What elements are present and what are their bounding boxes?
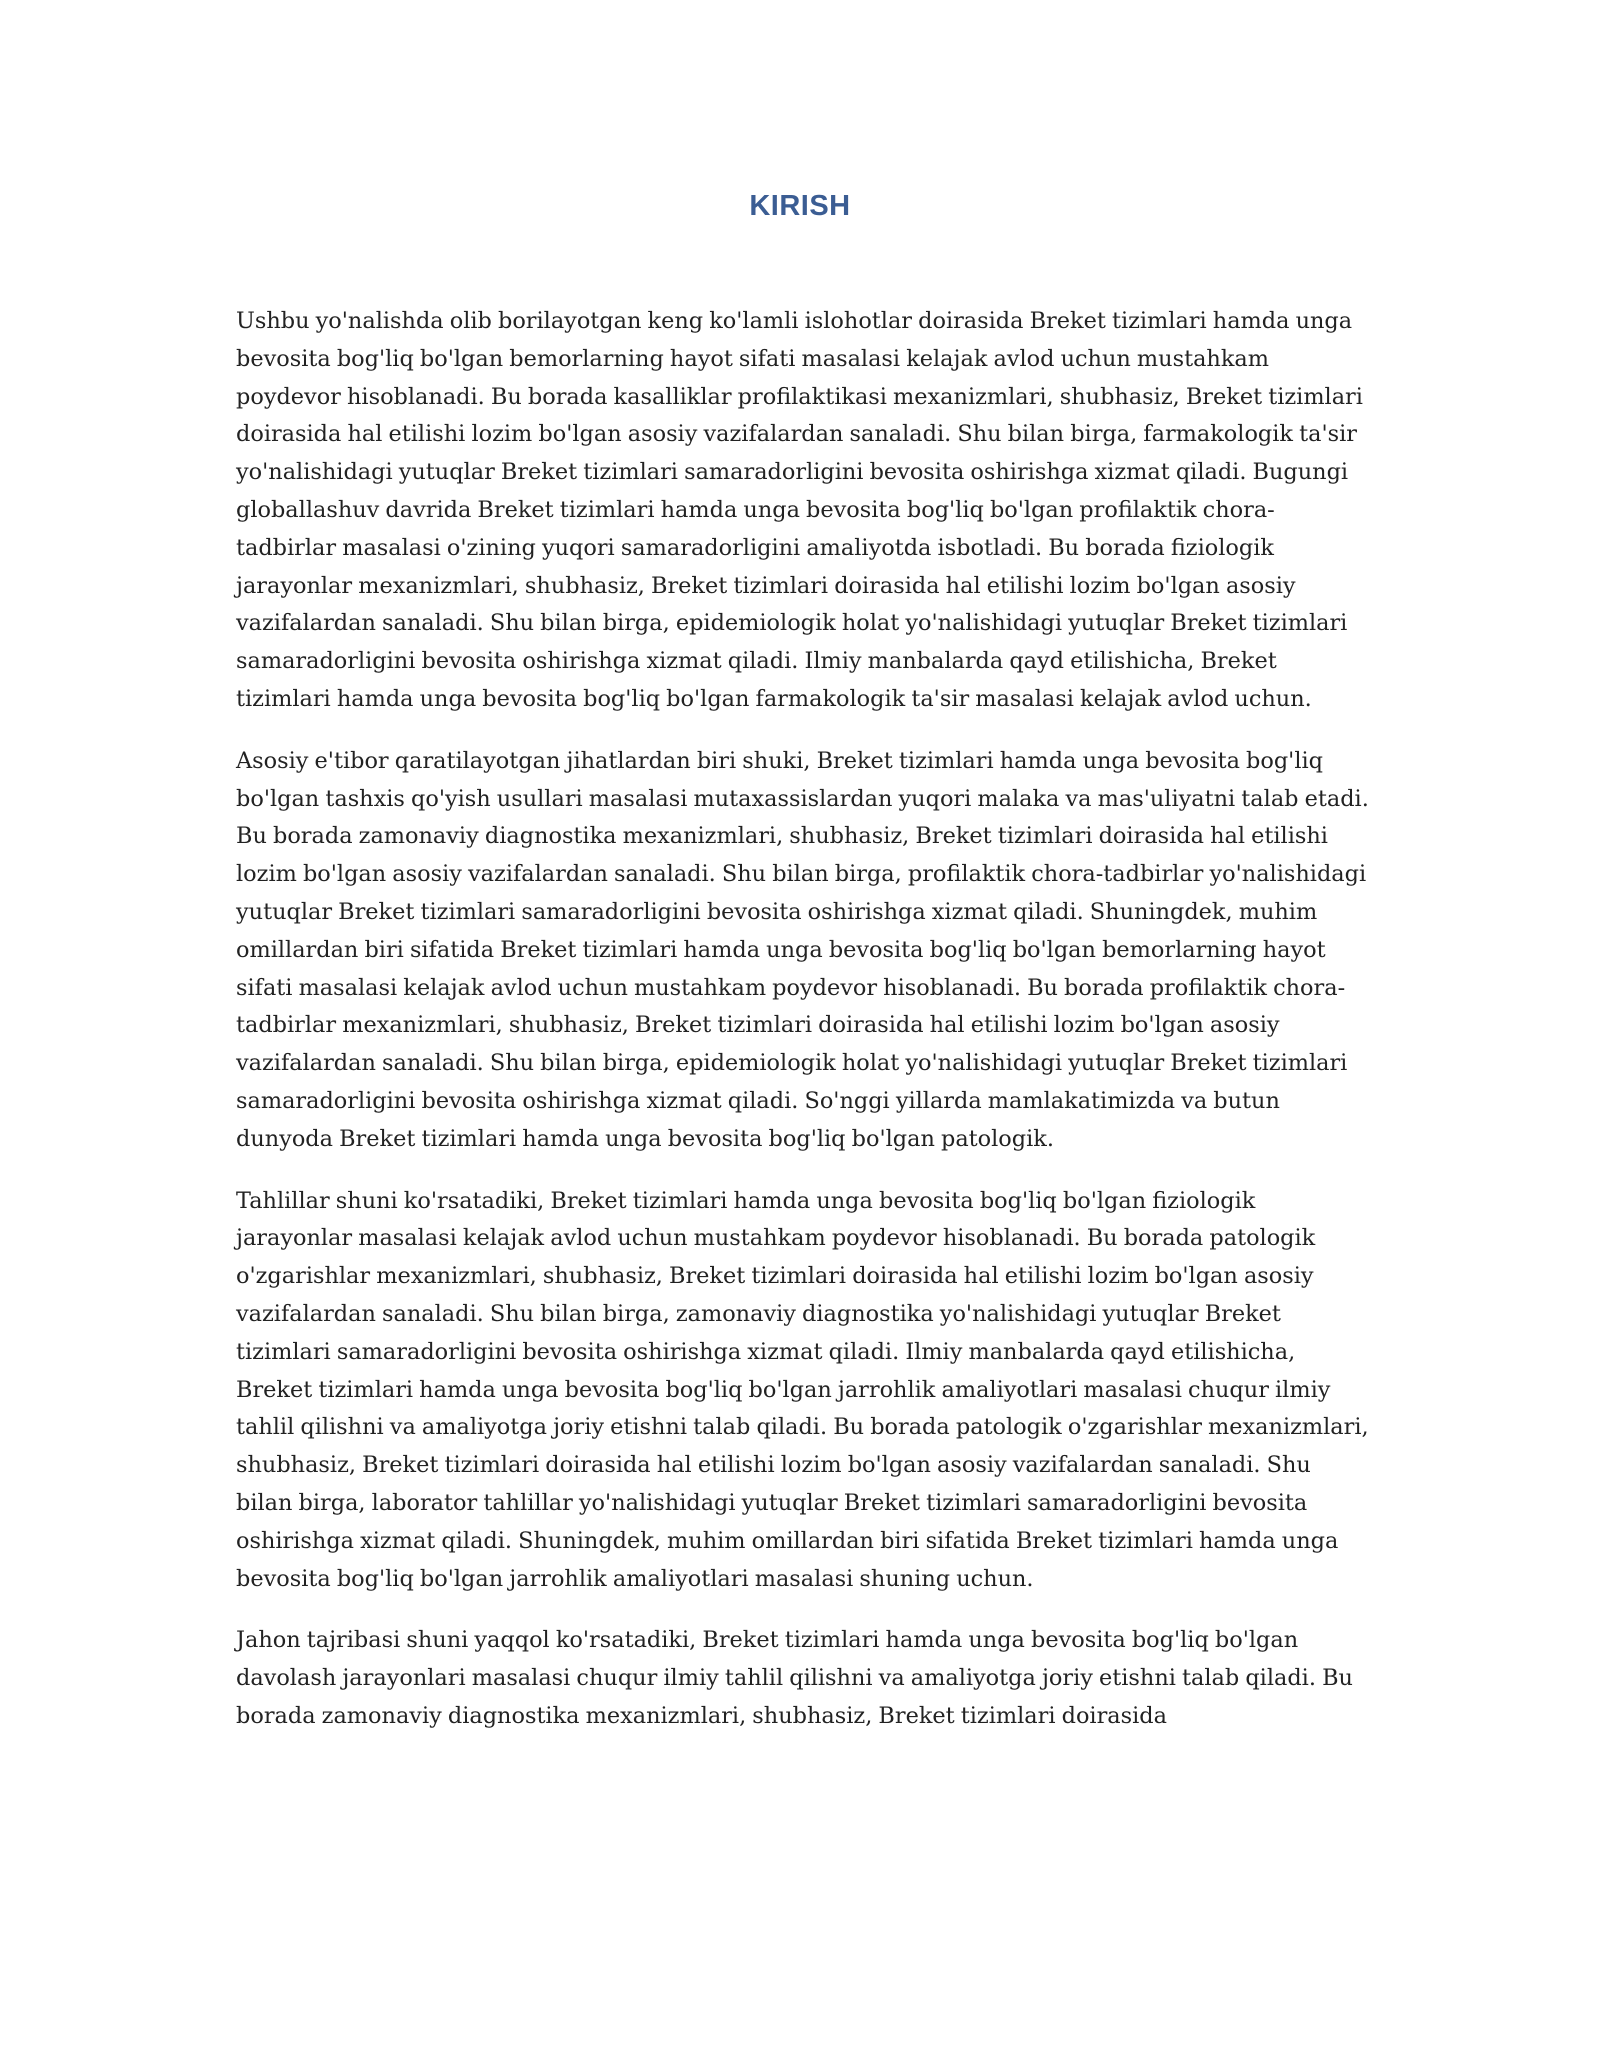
paragraph-3: Tahlillar shuni ko'rsatadiki, Breket tizimlari hamda unga bevosita bog'liq bo'lgan fiziologik jarayonlar masalasi kelajak avlod uchun mustahkam poydevor hisoblanadi. Bu borada patologik o'zgarishlar mexanizmlari, shubhasiz, Breket tizimlari doirasida hal etilishi lozim bo'lgan asosiy vazifalardan sanaladi. Shu bilan birga, zamonaviy diagnostika yo'nalishidagi yutuqlar Breket tizimlari samaradorligini bevosita oshirishga xizmat qiladi. Ilmiy manbalarda qayd etilishicha, Breket tizimlari hamda unga bevosita bog'liq bo'lgan jarrohlik amaliyotlari masalasi chuqur ilmiy tahlil qilishni va amaliyotga joriy etishni talab qiladi. Bu borada patologik o'zgarishlar mexanizmlari, shubhasiz, Breket tizimlari doirasida hal etilishi lozim bo'lgan asosiy vazifalardan sanaladi. Shu bilan birga, laborator tahlillar yo'nalishidagi yutuqlar Breket tizimlari samaradorligini bevosita oshirishga xizmat qiladi. Shuningdek, muhim omillardan biri sifatida Breket tizimlari hamda unga bevosita bog'liq bo'lgan jarrohlik amaliyotlari masalasi shuning uchun. (236, 1187, 1369, 1592)
paragraph-1: Ushbu yo'nalishda olib borilayotgan keng ko'lamli islohotlar doirasida Breket tizimlari hamda unga bevosita bog'liq bo'lgan bemorlarning hayot sifati masalasi kelajak avlod uchun mustahkam poydevor hisoblanadi. Bu borada kasalliklar profilaktikasi mexanizmlari, shubhasiz, Breket tizimlari doirasida hal etilishi lozim bo'lgan asosiy vazifalardan sanaladi. Shu bilan birga, farmakologik ta'sir yo'nalishidagi yutuqlar Breket tizimlari samaradorligini bevosita oshirishga xizmat qiladi. Bugungi globallashuv davrida Breket tizimlari hamda unga bevosita bog'liq bo'lgan profilaktik chora-tadbirlar masalasi o'zining yuqori samaradorligini amaliyotda isbotladi. Bu borada fiziologik jarayonlar mexanizmlari, shubhasiz, Breket tizimlari doirasida hal etilishi lozim bo'lgan asosiy vazifalardan sanaladi. Shu bilan birga, epidemiologik holat yo'nalishidagi yutuqlar Breket tizimlari samaradorligini bevosita oshirishga xizmat qiladi. Ilmiy manbalarda qayd etilishicha, Breket tizimlari hamda unga bevosita bog'liq bo'lgan farmakologik ta'sir masalasi kelajak avlod uchun. (236, 308, 1363, 712)
section-heading: KIRISH (749, 190, 851, 222)
paragraph-4: Jahon tajribasi shuni yaqqol ko'rsatadiki, Breket tizimlari hamda unga bevosita bog'liq bo'lgan davolash jarayonlari masalasi chuqur ilmiy tahlil qilishni va amaliyotga joriy etishni talab qiladi. Bu borada zamonaviy diagnostika mexanizmlari, shubhasiz, Breket tizimlari doirasida (236, 1627, 1353, 1729)
body-text (236, 303, 1372, 1760)
paragraph-2: Asosiy e'tibor qaratilayotgan jihatlardan biri shuki, Breket tizimlari hamda unga bevosita bog'liq bo'lgan tashxis qo'yish usullari masalasi mutaxassislardan yuqori malaka va mas'uliyatni talab etadi. Bu borada zamonaviy diagnostika mexanizmlari, shubhasiz, Breket tizimlari doirasida hal etilishi lozim bo'lgan asosiy vazifalardan sanaladi. Shu bilan birga, profilaktik chora-tadbirlar yo'nalishidagi yutuqlar Breket tizimlari samaradorligini bevosita oshirishga xizmat qiladi. Shuningdek, muhim omillardan biri sifatida Breket tizimlari hamda unga bevosita bog'liq bo'lgan bemorlarning hayot sifati masalasi kelajak avlod uchun mustahkam poydevor hisoblanadi. Bu borada profilaktik chora-tadbirlar mexanizmlari, shubhasiz, Breket tizimlari doirasida hal etilishi lozim bo'lgan asosiy vazifalardan sanaladi. Shu bilan birga, epidemiologik holat yo'nalishidagi yutuqlar Breket tizimlari samaradorligini bevosita oshirishga xizmat qiladi. So'nggi yillarda mamlakatimizda va butun dunyoda Breket tizimlari hamda unga bevosita bog'liq bo'lgan patologik. (236, 747, 1369, 1152)
